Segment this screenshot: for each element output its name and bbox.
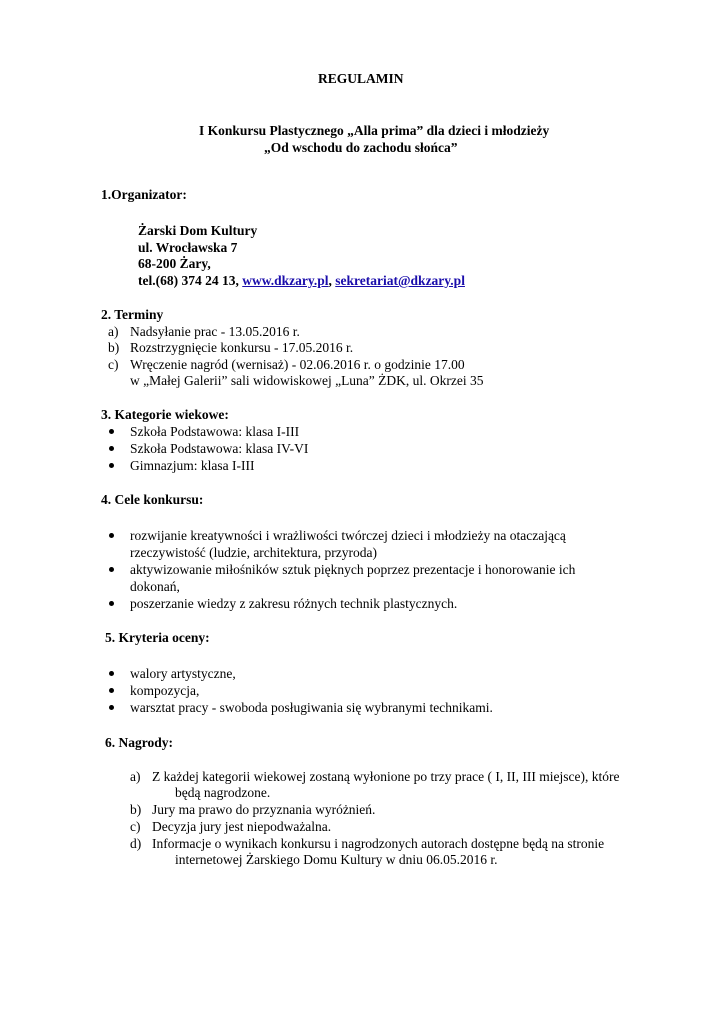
awards-item-line-1: Z każdej kategorii wiekowej zostaną wyłonione po trzy prace ( I, II, III miejsce), które xyxy=(152,769,620,784)
awards-marker-a: a) xyxy=(130,769,141,784)
awards-marker-c: c) xyxy=(130,819,141,834)
category-item: Szkoła Podstawowa: klasa IV-VI xyxy=(130,441,309,456)
terms-item-c: Wręczenie nagród (wernisaż) - 02.06.2016 r. o godzinie 17.00 xyxy=(130,357,465,372)
goals-heading: 4. Cele konkursu: xyxy=(101,492,204,507)
organizer-tel: tel.(68) 374 24 13, xyxy=(138,273,239,288)
organizer-name: Żarski Dom Kultury xyxy=(138,223,258,238)
contact-separator: , xyxy=(328,273,332,288)
terms-marker-a: a) xyxy=(108,324,119,339)
organizer-heading: 1.Organizator: xyxy=(101,187,187,202)
terms-item-a: Nadsyłanie prac - 13.05.2016 r. xyxy=(130,324,300,339)
criteria-item: walory artystyczne, xyxy=(130,666,236,681)
organizer-street: ul. Wrocławska 7 xyxy=(138,240,238,255)
terms-marker-b: b) xyxy=(108,340,120,355)
goal-item-line-2: dokonań, xyxy=(130,579,180,594)
awards-item-line-2: internetowej Żarskiego Domu Kultury w dniu 06.05.2016 r. xyxy=(175,852,498,867)
awards-marker-b: b) xyxy=(130,802,142,817)
bullet-icon xyxy=(109,567,114,572)
awards-item-line-1: Informacje o wynikach konkursu i nagrodzonych autorach dostępne będą na stronie xyxy=(152,836,605,851)
website-link[interactable]: www.dkzary.pl xyxy=(242,273,329,288)
awards-item-line-1: Jury ma prawo do przyznania wyróżnień. xyxy=(152,802,376,817)
bullet-icon xyxy=(109,688,114,693)
organizer-city: 68-200 Żary, xyxy=(138,256,211,271)
subtitle-line-2: „Od wschodu do zachodu słońca” xyxy=(264,140,458,155)
criteria-heading: 5. Kryteria oceny: xyxy=(105,630,210,645)
email-link[interactable]: sekretariat@dkzary.pl xyxy=(335,273,465,288)
terms-heading: 2. Terminy xyxy=(101,307,164,322)
criteria-item: warsztat pracy - swoboda posługiwania się wybranymi technikami. xyxy=(130,700,493,715)
bullet-icon xyxy=(109,705,114,710)
bullet-icon xyxy=(109,429,114,434)
terms-item-c-continuation: w „Małej Galerii” sali widowiskowej „Luna” ŻDK, ul. Okrzei 35 xyxy=(130,373,484,388)
bullet-icon xyxy=(109,463,114,468)
awards-marker-d: d) xyxy=(130,836,142,851)
criteria-item: kompozycja, xyxy=(130,683,200,698)
bullet-icon xyxy=(109,601,114,606)
category-item: Gimnazjum: klasa I-III xyxy=(130,458,255,473)
goal-item-line-1: rozwijanie kreatywności i wrażliwości twórczej dzieci i młodzieży na otaczającą xyxy=(130,528,566,543)
awards-heading: 6. Nagrody: xyxy=(105,735,174,750)
awards-item-line-2: będą nagrodzone. xyxy=(175,785,271,800)
subtitle-line-1: I Konkursu Plastycznego „Alla prima” dla dzieci i młodzieży xyxy=(199,123,550,138)
awards-item-line-1: Decyzja jury jest niepodważalna. xyxy=(152,819,332,834)
category-item: Szkoła Podstawowa: klasa I-III xyxy=(130,424,300,439)
terms-marker-c: c) xyxy=(108,357,119,372)
bullet-icon xyxy=(109,446,114,451)
goal-item-line-1: aktywizowanie miłośników sztuk pięknych poprzez prezentacje i honorowanie ich xyxy=(130,562,576,577)
goal-item-line-2: rzeczywistość (ludzie, architektura, przyroda) xyxy=(130,545,378,560)
goal-item-line-1: poszerzanie wiedzy z zakresu różnych technik plastycznych. xyxy=(130,596,458,611)
categories-heading: 3. Kategorie wiekowe: xyxy=(101,407,229,422)
terms-item-b: Rozstrzygnięcie konkursu - 17.05.2016 r. xyxy=(130,340,354,355)
organizer-contact xyxy=(138,272,465,289)
bullet-icon xyxy=(109,533,114,538)
document-title: REGULAMIN xyxy=(318,71,404,86)
bullet-icon xyxy=(109,671,114,676)
